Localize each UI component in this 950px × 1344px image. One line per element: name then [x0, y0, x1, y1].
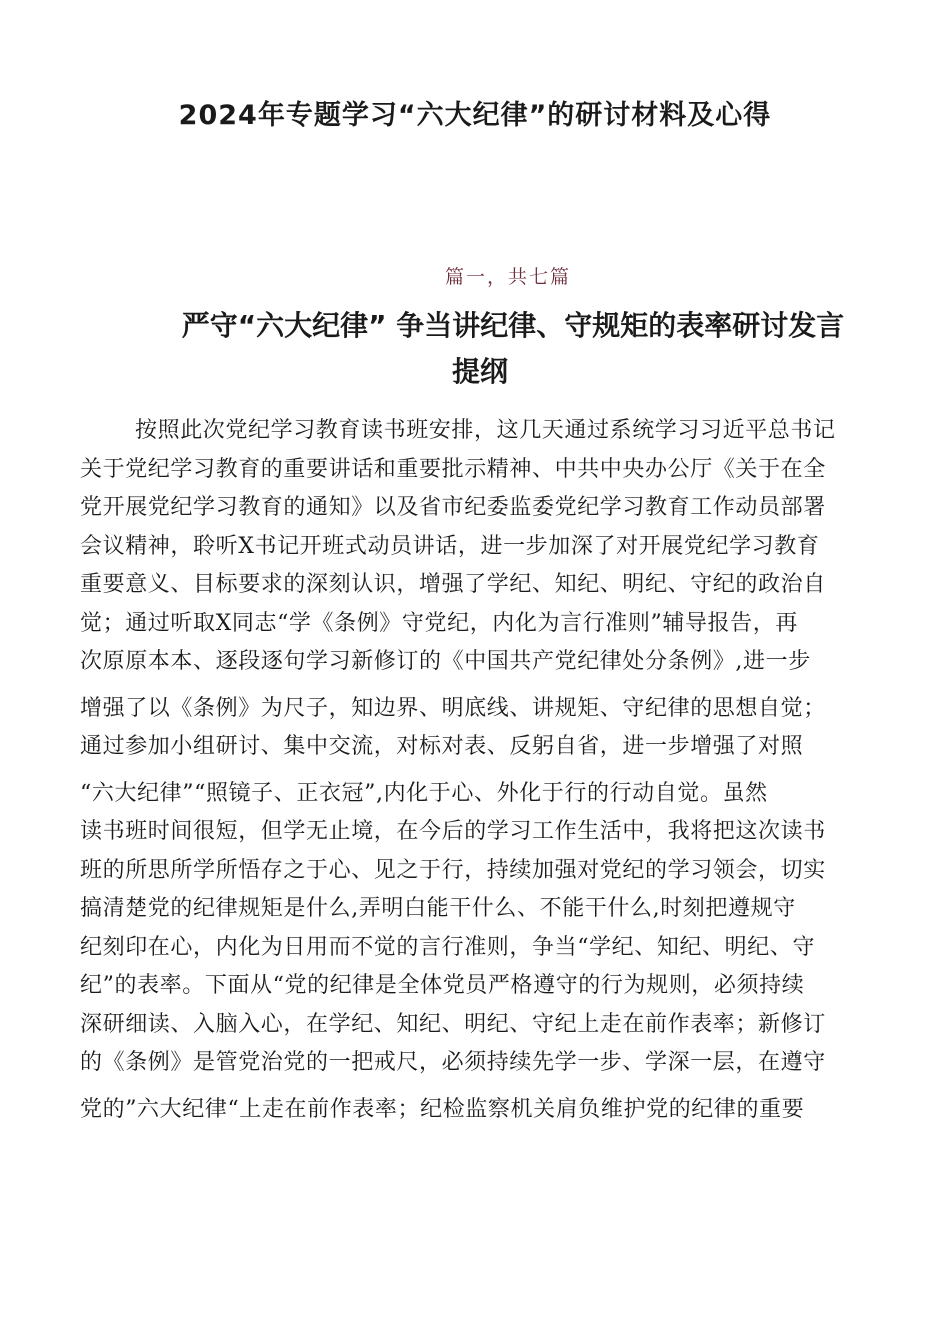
body-line: 搞清楚党的纪律规矩是什么,弄明白能干什么、不能干什么,时刻把遵规守 — [80, 896, 796, 921]
body-line: 读书班时间很短，但学无止境，在今后的学习工作生活中，我将把这次读书 — [80, 819, 826, 844]
body-line: 纪”的表率。下面从“党的纪律是全体党员严格遵守的行为规则，必须持续 — [80, 973, 805, 998]
body-line: 党开展党纪学习教育的通知》以及省市纪委监委党纪学习教育工作动员部署 — [80, 495, 826, 520]
section-label: 篇一，共七篇 — [444, 266, 571, 288]
article-title-line-1: 严守“六大纪律” 争当讲纪律、守规矩的表率研讨发言 — [181, 309, 845, 342]
body-line: 按照此次党纪学习教育读书班安排，这几天通过系统学习习近平总书记 — [135, 418, 836, 443]
body-line: 纪刻印在心，内化为日用而不觉的言行准则，争当“学纪、知纪、明纪、守 — [80, 934, 816, 960]
article-title — [80, 303, 880, 395]
body-line: 次原原本本、逐段逐句学习新修订的《中国共产党纪律处分条例》,进一步 — [80, 649, 811, 674]
body-text — [80, 412, 880, 1129]
document-title: 2024年专题学习“六大纪律”的研讨材料及心得 — [178, 100, 772, 131]
body-line: 通过参加小组研讨、集中交流，对标对表、反躬自省，进一步增强了对照 — [80, 734, 804, 759]
body-line: 班的所思所学所悟存之于心、见之于行，持续加强对党纪的学习领会，切实 — [80, 857, 826, 883]
article-title-line-2: 提纲 — [451, 355, 508, 388]
body-line: 党的”六大纪律“上走在前作表率；纪检监察机关肩负维护党的纪律的重要 — [80, 1096, 805, 1122]
body-line: 增强了以《条例》为尺子，知边界、明底线、讲规矩、守纪律的思想自觉； — [80, 695, 826, 721]
body-line: “六大纪律”“照镜子、正衣冠”,内化于心、外化于行的行动自觉。虽然 — [80, 780, 768, 806]
body-line: 的《条例》是管党治党的一把戒尺，必须持续先学一步、学深一层，在遵守 — [80, 1050, 826, 1075]
body-line: 觉；通过听取X同志“学《条例》守党纪，内化为言行准则”辅导报告，再 — [80, 610, 798, 636]
body-line: 重要意义、目标要求的深刻认识，增强了学纪、知纪、明纪、守纪的政治自 — [80, 572, 826, 597]
body-line: 深研细读、入脑入心，在学纪、知纪、明纪、守纪上走在前作表率；新修订 — [80, 1011, 826, 1037]
body-line: 会议精神，聆听X书记开班式动员讲话，进一步加深了对开展党纪学习教育 — [80, 533, 820, 559]
body-line: 关于党纪学习教育的重要讲话和重要批示精神、中共中央办公厅《关于在全 — [80, 456, 826, 482]
